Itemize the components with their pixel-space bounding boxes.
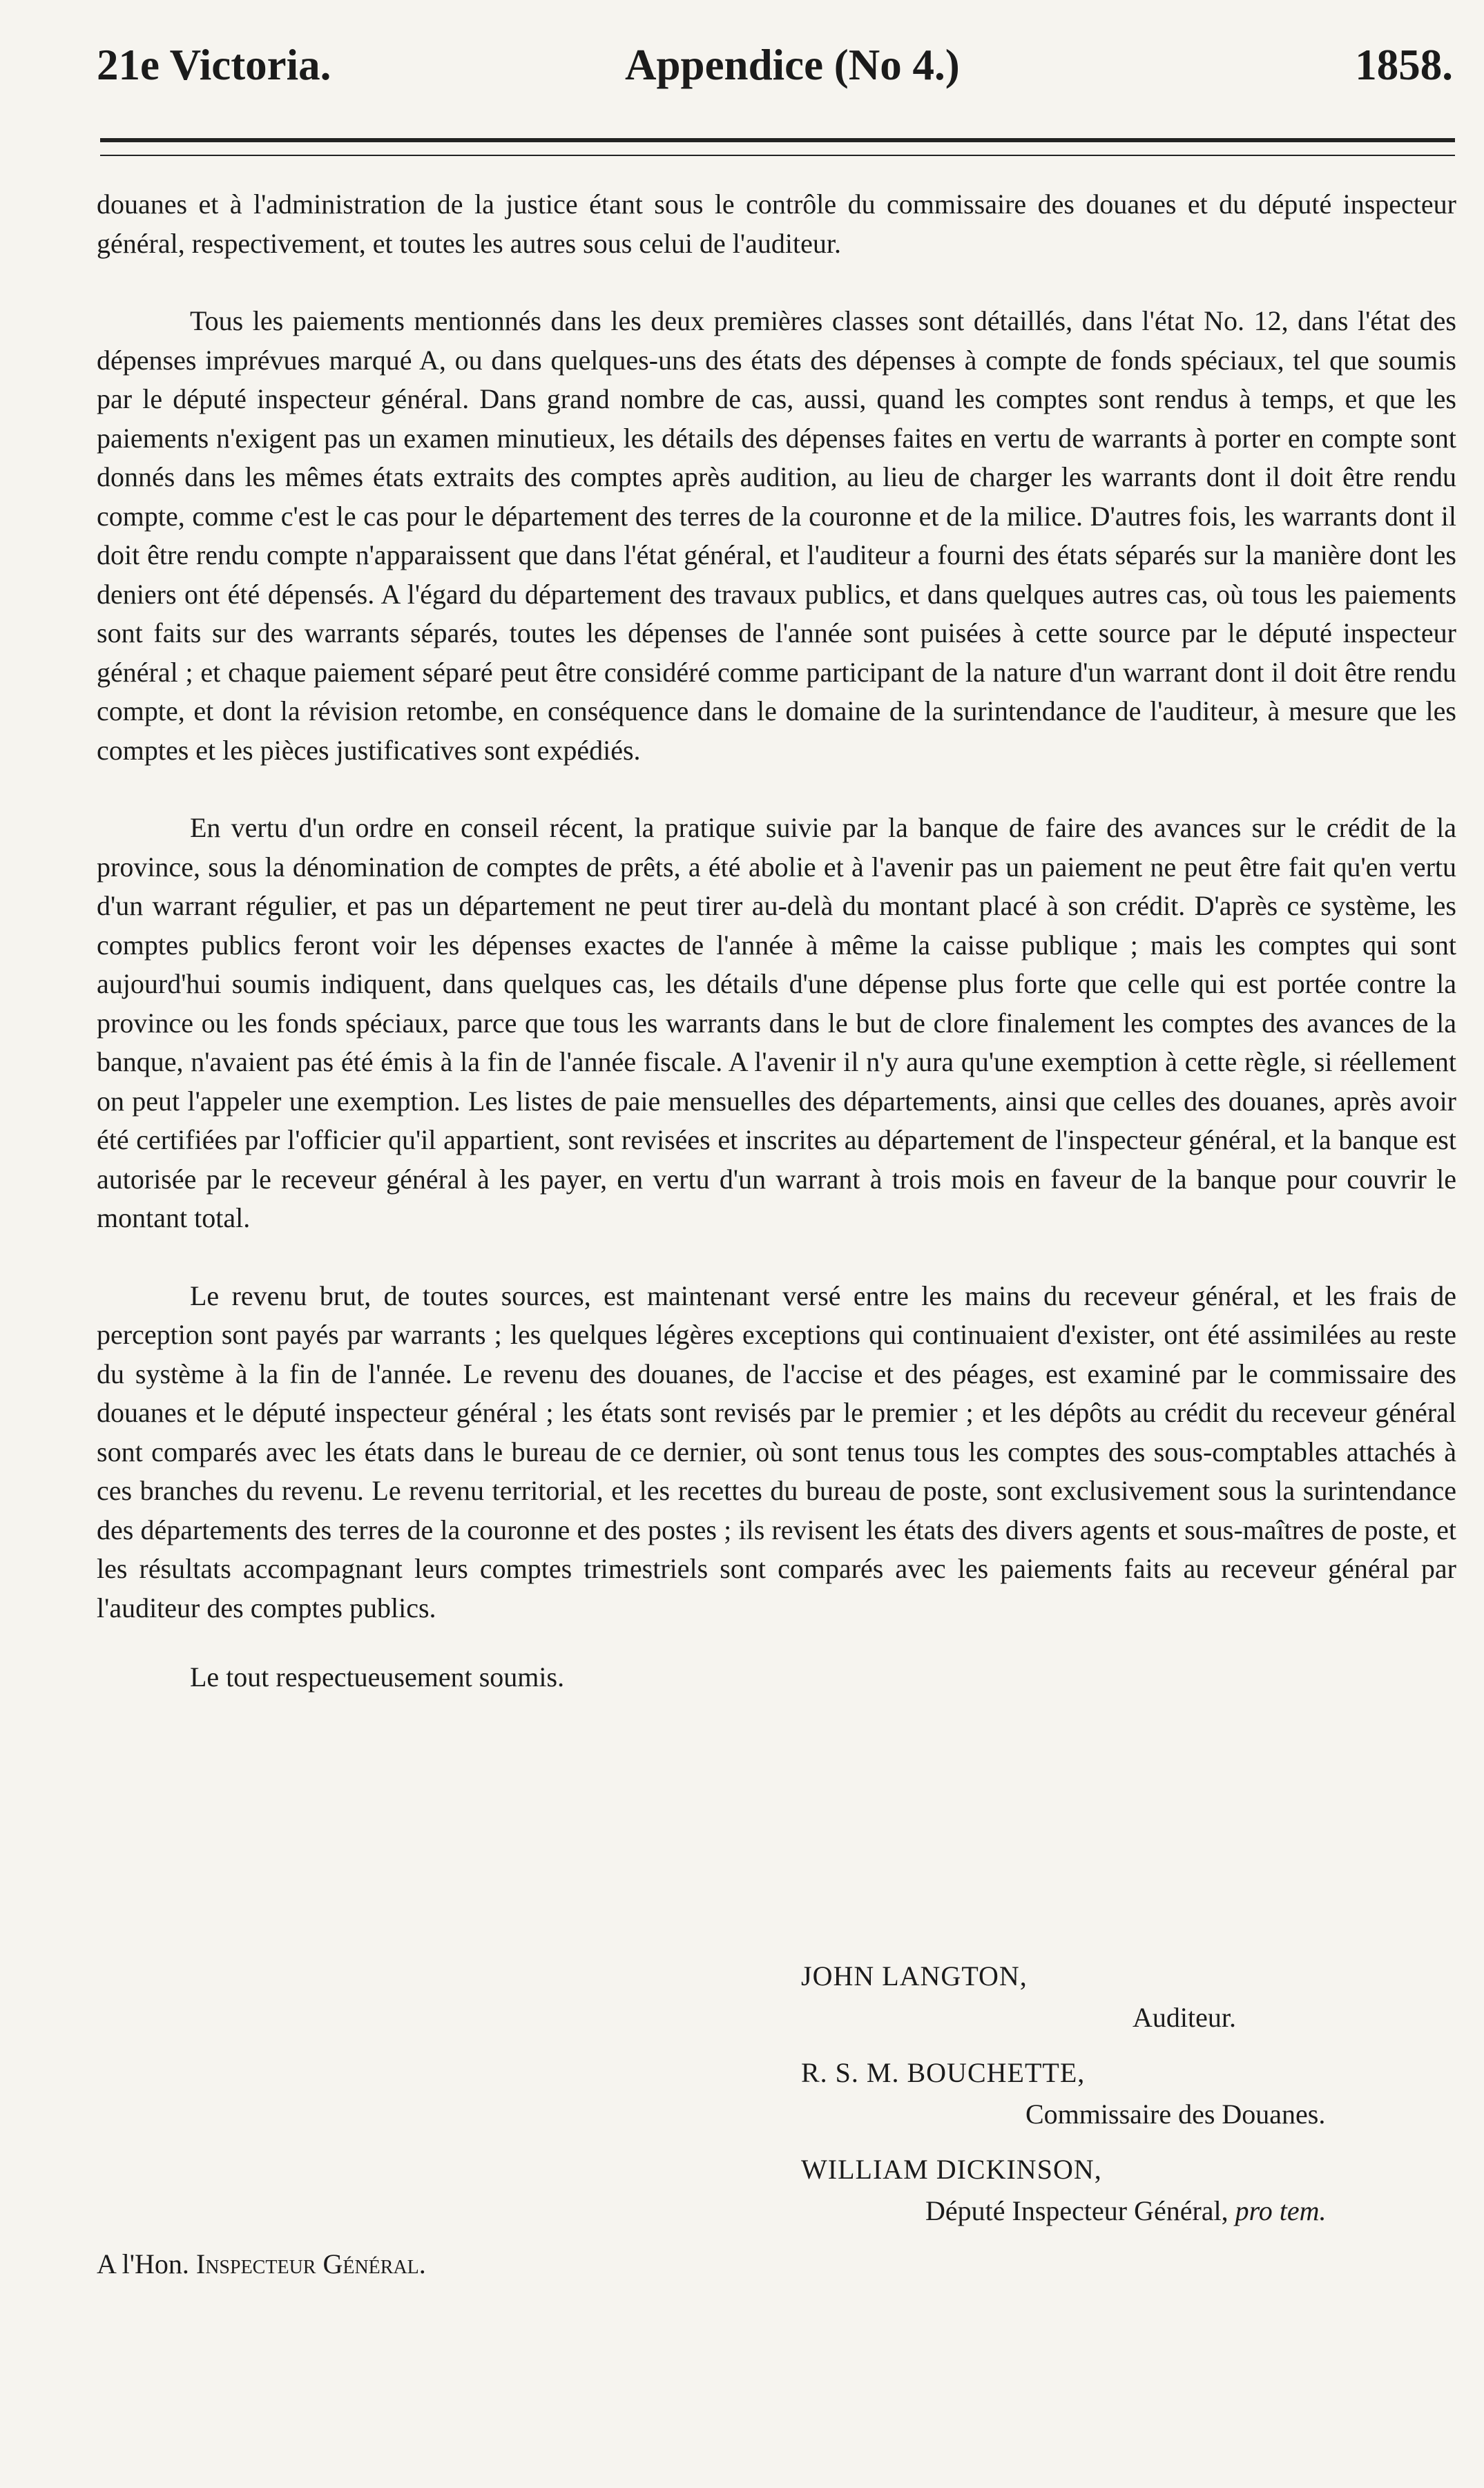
closing-line: Le tout respectueusement soumis. xyxy=(190,1661,565,1693)
addressee-recipient: Inspecteur Général. xyxy=(195,2248,426,2279)
addressee xyxy=(97,2248,426,2280)
paragraph: Tous les paiements mentionnés dans les deux premières classes sont détaillés, dans l'état No. 12, dans l'état des dépenses imprévues marqué A, ou dans quelques-uns des états des dépenses à compte de fonds spéciaux, tel que soumis par le député inspecteur général. Dans grand nombre de cas, aussi, quand les comptes sont rendus à temps, et que les paiements n'exigent pas un examen minutieux, les détails des dépenses faites en vertu de warrants à porter en compte sont donnés dans les mêmes états extraits des comptes après audition, au lieu de charger les warrants dont il doit être rendu compte, comme c'est le cas pour le département des terres de la couronne et de la milice. D'autres fois, les warrants dont il doit être rendu compte n'apparaissent que dans l'état général, et l'auditeur a fourni des états séparés sur la manière dont les deniers ont été dépensés. A l'égard du département des travaux publics, et dans quelques autres cas, où tous les paiements sont faits sur des warrants séparés, toutes les dépenses de l'année sont puisées à cette source par le député inspecteur général ; et chaque paiement séparé peut être considéré comme participant de la nature d'un warrant dont il doit être rendu compte, et dont la révision retombe, en conséquence dans le domaine de la surintendance de l'auditeur, à mesure que les comptes et les pièces justificatives sont expédiés. xyxy=(97,305,1456,766)
signature-title: Auditeur. xyxy=(1133,2002,1236,2033)
paragraph: En vertu d'un ordre en conseil récent, la pratique suivie par la banque de faire des avances sur le crédit de la province, sous la dénomination de comptes de prêts, a été abolie et à l'avenir pas un paiement ne peut être fait qu'en vertu d'un warrant régulier, et pas un département ne peut tirer au-delà du montant placé à son crédit. D'après ce système, les comptes publics feront voir les dépenses exactes de l'année à même la caisse publique ; mais les comptes qui sont aujourd'hui soumis indiquent, dans quelques cas, les détails d'une dépense plus forte que celle qui est portée contre la province ou les fonds spéciaux, parce que tous les warrants dans le but de clore finalement les comptes des avances de la banque, n'avaient pas été émis à la fin de l'année fiscale. A l'avenir il n'y aura qu'une exemption à cette règle, si réellement on peut l'appeler une exemption. Les listes de paie mensuelles des départements, ainsi que celles des douanes, après avoir été certifiées par l'officier qu'il appartient, sont revisées et inscrites au département de l'inspecteur général, et la banque est autorisée par le receveur général à les payer, en vertu d'un warrant à trois mois en faveur de la banque pour couvrir le montant total. xyxy=(97,812,1456,1233)
header-appendix: Appendice (No 4.) xyxy=(625,41,960,89)
header-rule xyxy=(100,138,1455,156)
signature-title: Commissaire des Douanes. xyxy=(1025,2099,1326,2130)
signature-title xyxy=(925,2195,1327,2227)
document-body xyxy=(97,185,1456,1697)
signature-name: JOHN LANGTON, xyxy=(801,1960,1028,1992)
signature-name: WILLIAM DICKINSON, xyxy=(801,2154,1102,2185)
header-session: 21e Victoria. xyxy=(97,41,331,89)
header-year: 1858. xyxy=(1355,41,1453,89)
signature-title-text: Député Inspecteur Général, xyxy=(925,2195,1228,2226)
paragraph-continued: douanes et à l'administration de la justice étant sous le contrôle du commissaire des douanes et du député inspecteur général, respectivement, et toutes les autres sous celui de l'auditeur. xyxy=(97,189,1456,259)
signature-name: R. S. M. BOUCHETTE, xyxy=(801,2057,1086,2088)
signature-title-suffix: pro tem. xyxy=(1235,2195,1327,2226)
paragraph: Le revenu brut, de toutes sources, est maintenant versé entre les mains du receveur général, et les frais de perception sont payés par warrants ; les quelques légères exceptions qui continuaient d'exister, ont été assimilées au reste du système à la fin de l'année. Le revenu des douanes, de l'accise et des péages, est examiné par le commissaire des douanes et le député inspecteur général ; les états sont revisés par le premier ; et les dépôts au crédit du receveur général sont comparés avec les états dans le bureau de ce dernier, où sont tenus tous les comptes des sous-comptables attachés à ces branches du revenu. Le revenu territorial, et les recettes du bureau de poste, sont exclusivement sous la surintendance des départements des terres de la couronne et des postes ; ils revisent les états des divers agents et sous-maîtres de poste, et les résultats accompagnant leurs comptes trimestriels sont comparés avec les paiements faits au receveur général par l'auditeur des comptes publics. xyxy=(97,1280,1456,1623)
running-header xyxy=(97,40,1453,109)
addressee-prefix: A l'Hon. xyxy=(97,2248,189,2279)
